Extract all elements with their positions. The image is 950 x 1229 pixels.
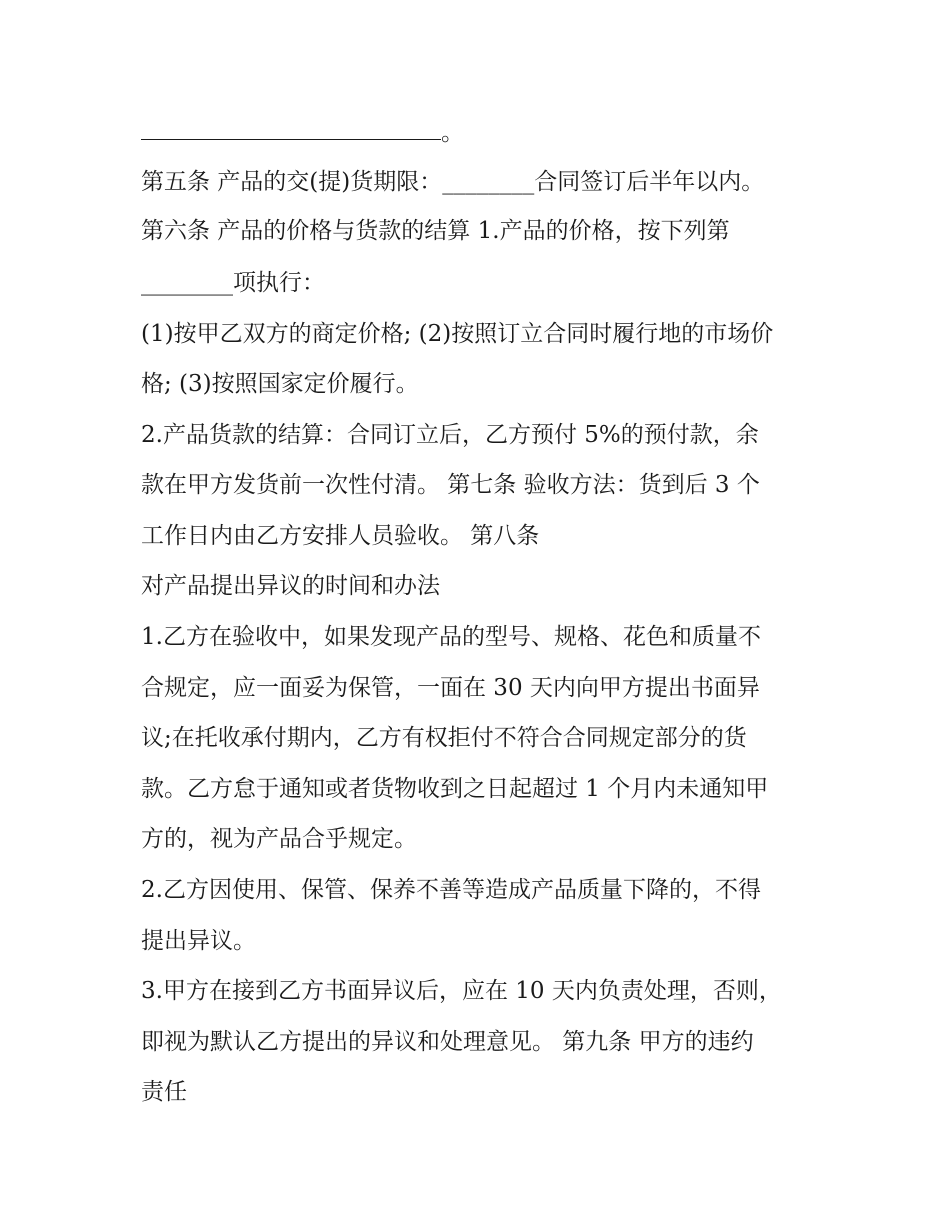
text-line-13: 议;在托收承付期内，乙方有权拒付不符合合同规定部分的货 <box>141 725 747 751</box>
text-line-14: 款。乙方怠于通知或者货物收到之日起超过 1 个月内未通知甲 <box>141 776 769 802</box>
text-line-11: 1.乙方在验收中，如果发现产品的型号、规格、花色和质量不 <box>141 624 761 650</box>
text-line-1: 。 <box>141 117 464 148</box>
fill-in-blank <box>141 117 441 140</box>
text-line-6: 格; (3)按照国家定价履行。 <box>141 371 419 397</box>
text-line-20: 责任 <box>141 1079 187 1105</box>
text-line-15: 方的，视为产品合乎规定。 <box>141 826 417 852</box>
text-line-9: 工作日内由乙方安排人员验收。 第八条 <box>141 523 540 549</box>
text-line-12: 合规定，应一面妥为保管，一面在 30 天内向甲方提出书面异 <box>141 675 760 701</box>
text-line-3: 第六条 产品的价格与货款的结算 1.产品的价格，按下列第 <box>141 218 730 244</box>
text-line-10: 对产品提出异议的时间和办法 <box>141 573 440 599</box>
text-line-2: 第五条 产品的交(提)货期限：________合同签订后半年以内。 <box>141 169 765 195</box>
text-line-7: 2.产品货款的结算：合同订立后，乙方预付 5%的预付款，余 <box>141 422 759 448</box>
text-line-16: 2.乙方因使用、保管、保养不善等造成产品质量下降的，不得 <box>141 877 761 903</box>
text-line-19: 即视为默认乙方提出的异议和处理意见。 第九条 甲方的违约 <box>141 1029 754 1055</box>
text-line-4: ________项执行： <box>141 270 325 296</box>
text-line-5: (1)按甲乙双方的商定价格; (2)按照订立合同时履行地的市场价 <box>141 321 774 347</box>
text-line-17: 提出异议。 <box>141 928 256 954</box>
text-line-18: 3.甲方在接到乙方书面异议后，应在 10 天内负责处理，否则， <box>141 978 782 1004</box>
text-line-8: 款在甲方发货前一次性付清。 第七条 验收方法：货到后 3 个 <box>141 472 760 498</box>
